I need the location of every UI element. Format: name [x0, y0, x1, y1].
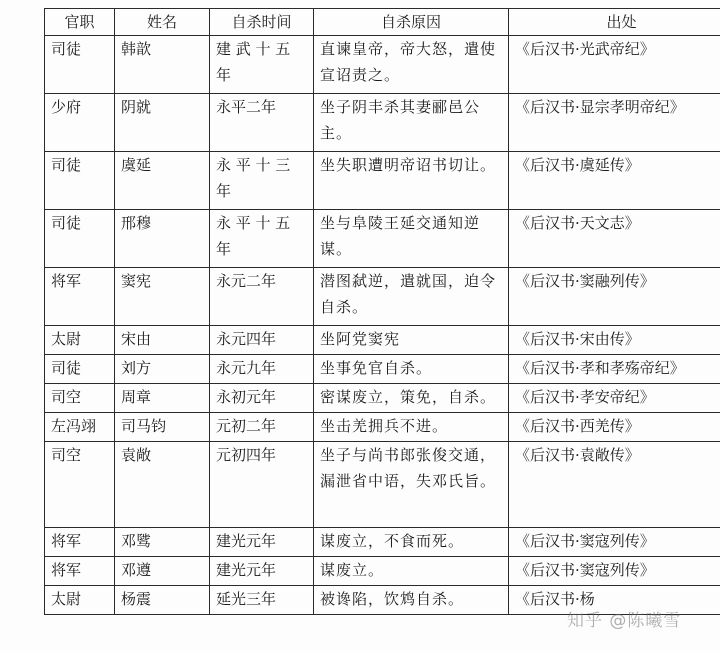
- reason-cell: 被谗陷，饮鸩自杀。: [314, 586, 509, 615]
- table-row: [45, 94, 720, 152]
- office-cell: 将军: [45, 528, 115, 557]
- time-cell: 建 武 十 五 年: [210, 36, 314, 94]
- header-reason: 自杀原因: [314, 9, 509, 36]
- table-row: [45, 355, 720, 384]
- name-cell: 邢穆: [115, 210, 210, 268]
- source-cell: 《后汉书·窦融列传》: [509, 268, 720, 326]
- name-cell: 邓遵: [115, 557, 210, 586]
- name-cell: 虞延: [115, 152, 210, 210]
- time-cell: 建光元年: [210, 557, 314, 586]
- source-cell: 《后汉书·窦寇列传》: [509, 528, 720, 557]
- table-row: [45, 210, 720, 268]
- header-time: 自杀时间: [210, 9, 314, 36]
- name-cell: 邓骘: [115, 528, 210, 557]
- time-cell: 永元九年: [210, 355, 314, 384]
- reason-cell: 坐失职遭明帝诏书切让。: [314, 152, 509, 210]
- reason-cell: 密谋废立，策免，自杀。: [314, 384, 509, 413]
- name-cell: 周章: [115, 384, 210, 413]
- name-cell: 刘方: [115, 355, 210, 384]
- table-row: [45, 268, 720, 326]
- reason-cell: 坐事免官自杀。: [314, 355, 509, 384]
- office-cell: 少府: [45, 94, 115, 152]
- header-name: 姓名: [115, 9, 210, 36]
- office-cell: 司徒: [45, 36, 115, 94]
- source-cell: 《后汉书·虞延传》: [509, 152, 720, 210]
- source-cell: 《后汉书·孝和孝殇帝纪》: [509, 355, 720, 384]
- office-cell: 司空: [45, 384, 115, 413]
- reason-cell: 坐阿党窦宪: [314, 326, 509, 355]
- source-cell: 《后汉书·袁敞传》: [509, 442, 720, 528]
- time-cell: 永平二年: [210, 94, 314, 152]
- table-row: [45, 152, 720, 210]
- time-cell: 永 平 十 三 年: [210, 152, 314, 210]
- source-cell: 《后汉书·孝安帝纪》: [509, 384, 720, 413]
- office-cell: 左冯翊: [45, 413, 115, 442]
- suicide-records-table: [44, 8, 720, 615]
- name-cell: 窦宪: [115, 268, 210, 326]
- office-cell: 司徒: [45, 355, 115, 384]
- name-cell: 杨震: [115, 586, 210, 615]
- time-cell: 延光三年: [210, 586, 314, 615]
- source-cell: 《后汉书·光武帝纪》: [509, 36, 720, 94]
- reason-cell: 坐与阜陵王延交通知逆谋。: [314, 210, 509, 268]
- table-row: [45, 442, 720, 528]
- table-row: [45, 528, 720, 557]
- office-cell: 司徒: [45, 210, 115, 268]
- office-cell: 将军: [45, 557, 115, 586]
- name-cell: 袁敞: [115, 442, 210, 528]
- header-office: 官职: [45, 9, 115, 36]
- name-cell: 韩歆: [115, 36, 210, 94]
- time-cell: 元初二年: [210, 413, 314, 442]
- source-cell: 《后汉书·天文志》: [509, 210, 720, 268]
- watermark-text: 知乎 @陈曦雪: [567, 611, 682, 631]
- name-cell: 司马钧: [115, 413, 210, 442]
- name-cell: 宋由: [115, 326, 210, 355]
- reason-cell: 潜图弑逆，遣就国，迫令自杀。: [314, 268, 509, 326]
- time-cell: 永初元年: [210, 384, 314, 413]
- time-cell: 永 平 十 五 年: [210, 210, 314, 268]
- reason-cell: 谋废立，不食而死。: [314, 528, 509, 557]
- reason-cell: 坐子与尚书郎张俊交通，漏泄省中语，失邓氏旨。: [314, 442, 509, 528]
- table-row: [45, 384, 720, 413]
- source-cell: 《后汉书·杨: [509, 586, 720, 615]
- time-cell: 永元二年: [210, 268, 314, 326]
- table-header-row: [45, 9, 720, 36]
- office-cell: 太尉: [45, 586, 115, 615]
- source-cell: 《后汉书·显宗孝明帝纪》: [509, 94, 720, 152]
- time-cell: 元初四年: [210, 442, 314, 528]
- table-row: [45, 36, 720, 94]
- source-cell: 《后汉书·宋由传》: [509, 326, 720, 355]
- reason-cell: 直谏皇帝，帝大怒，遣使宣诏责之。: [314, 36, 509, 94]
- office-cell: 太尉: [45, 326, 115, 355]
- reason-cell: 坐子阴丰杀其妻郦邑公主。: [314, 94, 509, 152]
- name-cell: 阴就: [115, 94, 210, 152]
- time-cell: 建光元年: [210, 528, 314, 557]
- table-row: [45, 326, 720, 355]
- table-row: [45, 557, 720, 586]
- table-row: [45, 413, 720, 442]
- office-cell: 司空: [45, 442, 115, 528]
- time-cell: 永元四年: [210, 326, 314, 355]
- header-source: 出处: [509, 9, 720, 36]
- source-cell: 《后汉书·西羌传》: [509, 413, 720, 442]
- reason-cell: 谋废立。: [314, 557, 509, 586]
- source-cell: 《后汉书·窦寇列传》: [509, 557, 720, 586]
- office-cell: 司徒: [45, 152, 115, 210]
- office-cell: 将军: [45, 268, 115, 326]
- reason-cell: 坐击羌拥兵不进。: [314, 413, 509, 442]
